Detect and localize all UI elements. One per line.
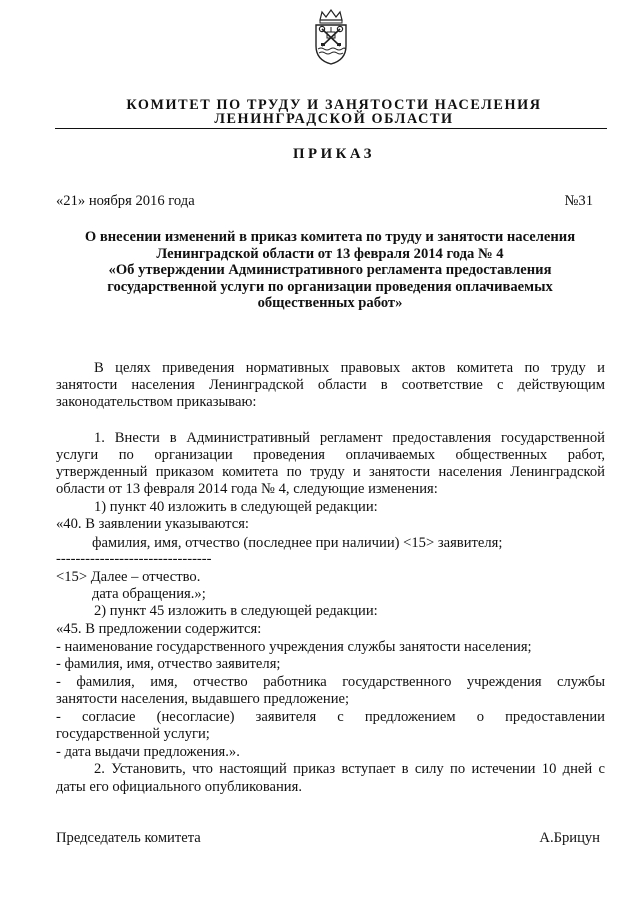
order-date: «21» ноября 2016 года [56,193,195,209]
title-line: «Об утверждении Административного регламента предоставления [108,262,552,279]
point-40-item: фамилия, имя, отчество (последнее при наличии) <15> заявителя; [92,535,503,551]
coat-of-arms-icon [311,8,351,66]
order-number: №31 [564,193,593,209]
footnote-separator: -------------------------------- [56,551,212,567]
title-line: Ленинградской области от 13 февраля 2014 года № 4 [156,245,504,262]
point-45-heading: «45. В предложении содержится: [56,621,262,637]
point-45-item: - фамилия, имя, отчество работника государственного учреждения службы [56,674,605,690]
clause-1-line: утвержденный приказом комитета по труду и занятости населения Ленинградской [56,464,605,480]
point-45-item: - наименование государственного учреждения службы занятости населения; [56,639,532,655]
title-line: общественных работ» [257,295,403,312]
point-45-item: - фамилия, имя, отчество заявителя; [56,656,281,672]
preamble-line: В целях приведения нормативных правовых актов комитета по труду и [94,360,605,376]
clause-1-line: услуги по организации проведения оплачиваемых общественных работ, [56,447,605,463]
point-40-date: дата обращения.»; [92,586,206,602]
point-45-item: занятости населения, выдавшего предложение; [56,691,350,707]
org-name-line1: КОМИТЕТ ПО ТРУДУ И ЗАНЯТОСТИ НАСЕЛЕНИЯ [126,97,542,113]
point-45-item: государственной услуги; [56,726,210,742]
subclause-1: 1) пункт 40 изложить в следующей редакции: [94,499,378,515]
clause-2-line: 2. Установить, что настоящий приказ вступает в силу по истечении 10 дней с [94,761,605,777]
point-45-item: - согласие (несогласие) заявителя с предложением о предоставлении [56,709,605,725]
point-45-item: - дата выдачи предложения.». [56,744,240,760]
subclause-2: 2) пункт 45 изложить в следующей редакции: [94,603,378,619]
header-rule [55,128,607,129]
preamble-line: занятости населения Ленинградской области в соответствие с действующим [56,377,605,393]
org-name-line2: ЛЕНИНГРАДСКОЙ ОБЛАСТИ [214,111,454,127]
document-type: ПРИКАЗ [293,146,375,162]
signatory-position: Председатель комитета [56,830,201,846]
footnote: <15> Далее – отчество. [56,569,201,585]
order-title [72,229,588,312]
title-line: государственной услуги по организации проведения оплачиваемых [107,278,553,295]
title-line: О внесении изменений в приказ комитета по труду и занятости населения [84,229,576,245]
clause-2-line: даты его официального опубликования. [56,779,302,795]
signatory-name: А.Брицун [539,830,600,846]
point-40-heading: «40. В заявлении указываются: [56,516,249,532]
clause-1-line: области от 13 февраля 2014 года № 4, следующие изменения: [56,481,438,497]
preamble-line: законодательством приказываю: [56,394,257,410]
clause-1-line: 1. Внести в Административный регламент предоставления государственной [94,430,605,446]
